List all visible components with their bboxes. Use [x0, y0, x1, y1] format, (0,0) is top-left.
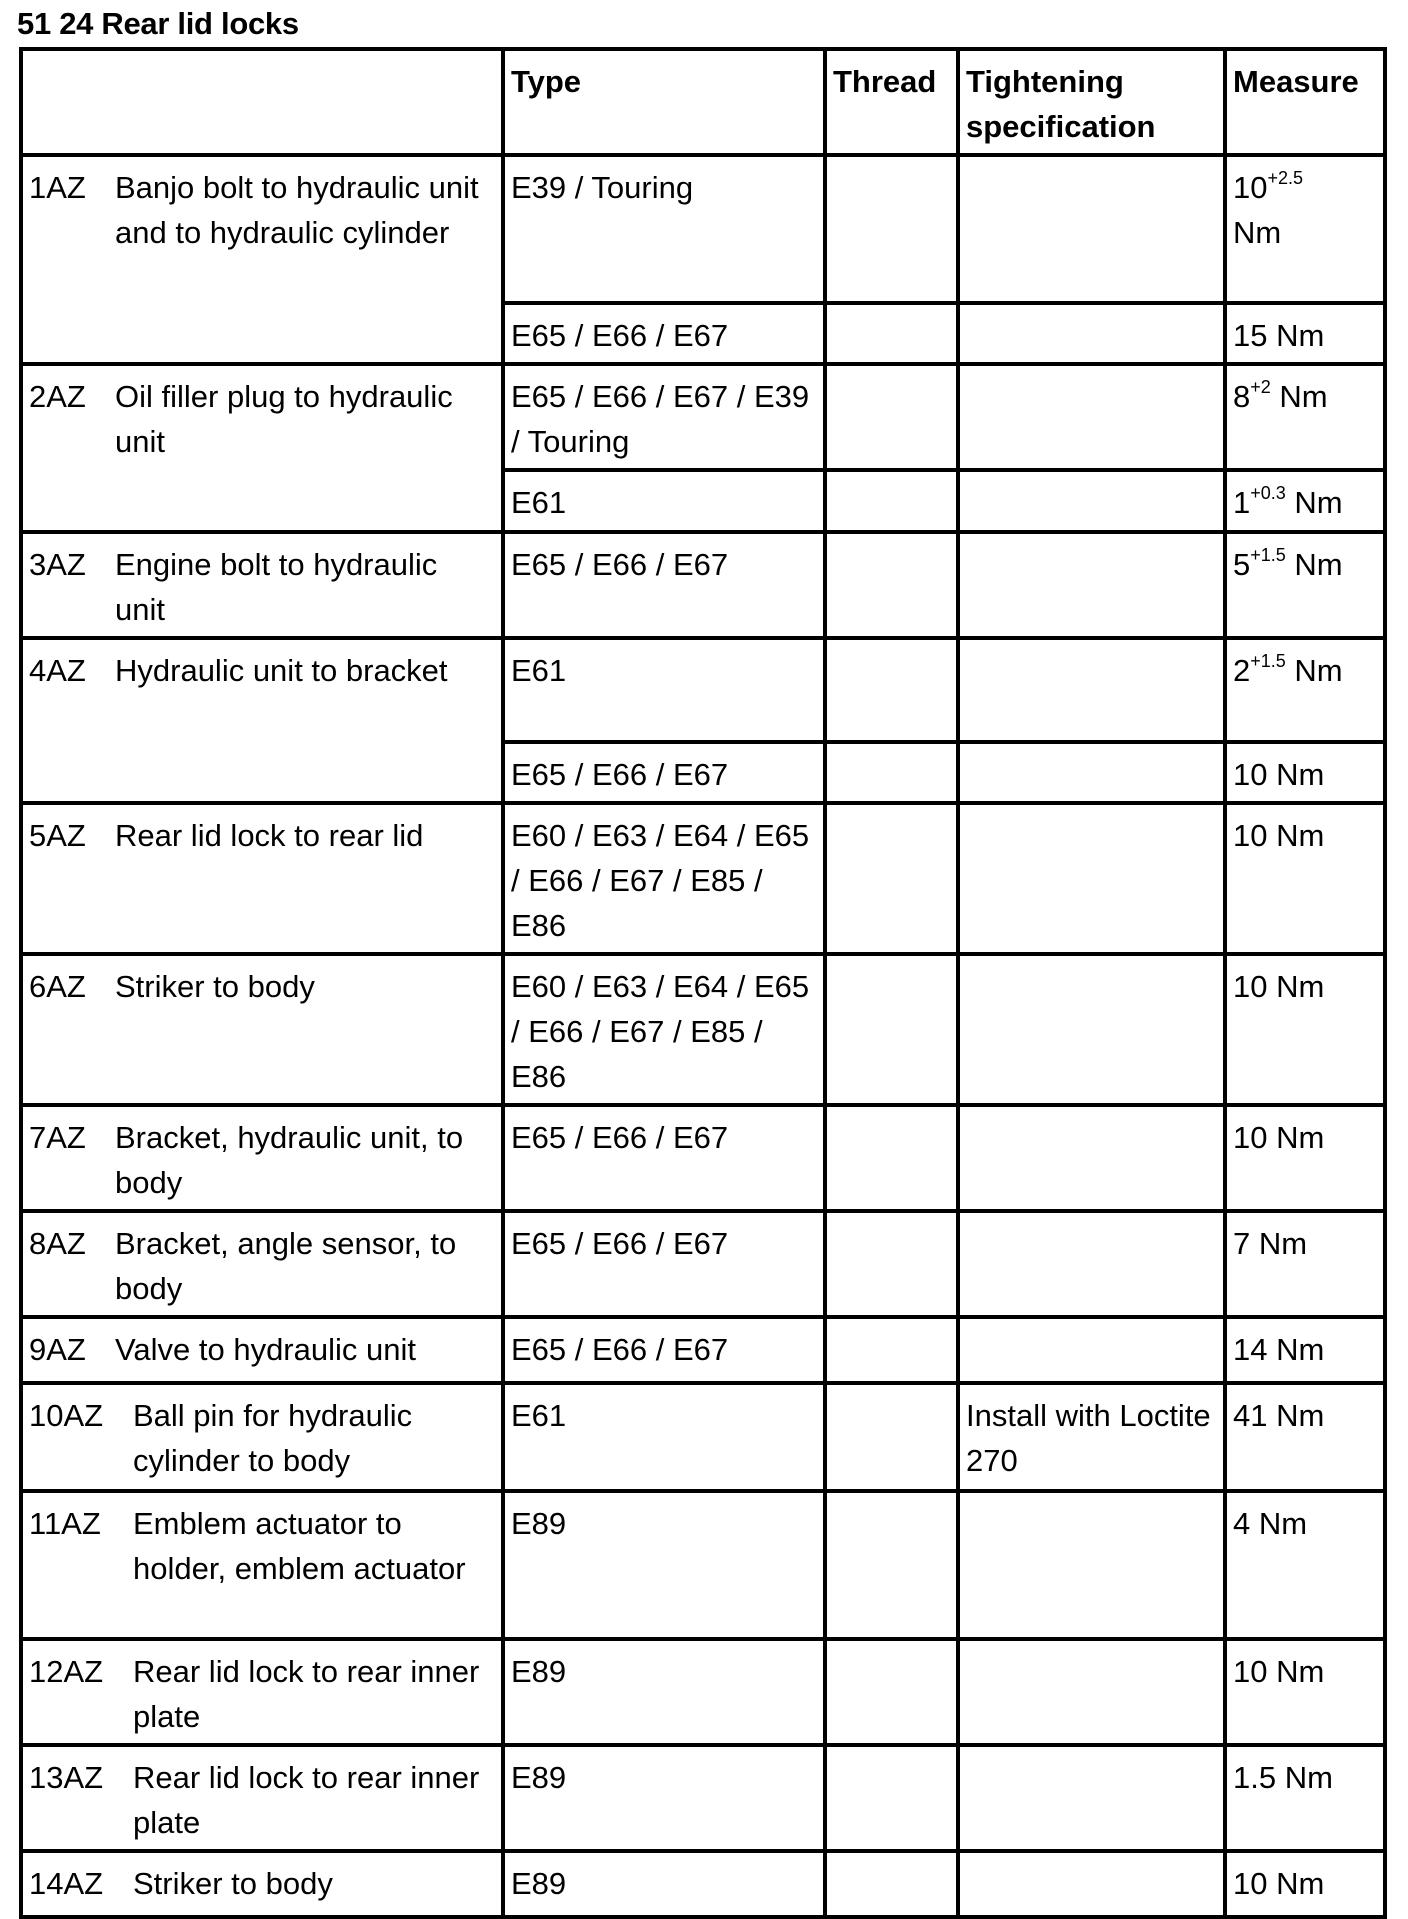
item-text: Ball pin for hydraulic cylinder to body: [133, 1398, 413, 1478]
tightening-spec: [958, 1851, 1225, 1917]
measure-value: 14 Nm: [1233, 1332, 1325, 1367]
description-wrap: [29, 1327, 495, 1372]
header-measure: Measure: [1225, 49, 1385, 155]
torque-measure: [1225, 954, 1385, 1105]
item-code: 9AZ: [29, 1332, 86, 1367]
tightening-spec: [958, 1639, 1225, 1745]
table-row: [21, 1745, 1385, 1851]
torque-measure: [1225, 364, 1385, 470]
torque-measure: [1225, 155, 1385, 303]
item-code: 7AZ: [29, 1120, 86, 1155]
measure-value: 8: [1233, 379, 1251, 414]
thread-cell: [825, 1105, 958, 1211]
description-wrap: [29, 964, 495, 1009]
measure-unit: Nm: [1294, 485, 1343, 520]
tightening-spec: [958, 954, 1225, 1105]
tightening-spec: [958, 742, 1225, 803]
measure-value: 41 Nm: [1233, 1398, 1325, 1433]
description-wrap: [29, 1393, 495, 1483]
vehicle-type: E65 / E66 / E67: [503, 303, 825, 364]
tightening-spec: [958, 1745, 1225, 1851]
table-row: [21, 1211, 1385, 1317]
tightening-spec: [958, 470, 1225, 532]
measure-value: 10 Nm: [1233, 1866, 1325, 1901]
thread-cell: [825, 1851, 958, 1917]
description-wrap: [29, 542, 495, 632]
item-code: 10AZ: [29, 1398, 104, 1433]
description-wrap: [29, 1861, 495, 1906]
item-description: [21, 532, 503, 638]
thread-cell: [825, 638, 958, 742]
table-row: [21, 1317, 1385, 1383]
measure-value: 10 Nm: [1233, 818, 1325, 853]
tightening-spec: [958, 364, 1225, 470]
torque-measure: [1225, 1745, 1385, 1851]
table-row: [21, 532, 1385, 638]
description-wrap: [29, 1501, 495, 1591]
item-description: [21, 1317, 503, 1383]
vehicle-type: E65 / E66 / E67: [503, 1317, 825, 1383]
measure-value: 1.5 Nm: [1233, 1760, 1333, 1795]
item-code: 2AZ: [29, 379, 86, 414]
item-text: Rear lid lock to rear lid: [115, 818, 424, 853]
item-description: [21, 803, 503, 954]
vehicle-type: E89: [503, 1745, 825, 1851]
description-wrap: [29, 648, 495, 693]
measure-value: 1: [1233, 485, 1251, 520]
item-text: Oil filler plug to hydraulic unit: [115, 379, 453, 459]
torque-measure: [1225, 303, 1385, 364]
tightening-spec: [958, 1105, 1225, 1211]
page-title: 51 24 Rear lid locks: [17, 6, 299, 41]
item-text: Emblem actuator to holder, emblem actuator: [133, 1506, 466, 1586]
description-wrap: [29, 374, 495, 464]
torque-measure: [1225, 1383, 1385, 1491]
thread-cell: [825, 803, 958, 954]
header-type: Type: [503, 49, 825, 155]
item-description: [21, 155, 503, 364]
description-wrap: [29, 813, 495, 858]
measure-unit: Nm: [1294, 653, 1343, 688]
measure-tolerance: +2: [1250, 377, 1271, 397]
item-text: Banjo bolt to hydraulic unit and to hydraulic cylinder: [115, 170, 479, 250]
tightening-spec: [958, 638, 1225, 742]
measure-tolerance: +1.5: [1250, 651, 1286, 671]
description-wrap: [29, 1115, 495, 1205]
item-description: [21, 954, 503, 1105]
table-row: [21, 364, 1385, 470]
item-code: 11AZ: [29, 1506, 101, 1541]
header-description: [21, 49, 503, 155]
header-tightening: Tightening specification: [958, 49, 1225, 155]
thread-cell: [825, 742, 958, 803]
description-wrap: [29, 165, 495, 255]
torque-measure: [1225, 470, 1385, 532]
vehicle-type: E60 / E63 / E64 / E65 / E66 / E67 / E85 / E86: [503, 803, 825, 954]
thread-cell: [825, 1211, 958, 1317]
tightening-spec: [958, 1211, 1225, 1317]
item-text: Valve to hydraulic unit: [115, 1332, 416, 1367]
thread-cell: [825, 364, 958, 470]
measure-value: 10: [1233, 170, 1268, 205]
measure-value: 15 Nm: [1233, 318, 1325, 353]
measure-value: 2: [1233, 653, 1251, 688]
table-row: [21, 1851, 1385, 1917]
item-code: 3AZ: [29, 547, 86, 582]
item-description: [21, 1383, 503, 1491]
item-code: 5AZ: [29, 818, 86, 853]
thread-cell: [825, 470, 958, 532]
thread-cell: [825, 532, 958, 638]
item-text: Bracket, hydraulic unit, to body: [115, 1120, 464, 1200]
item-description: [21, 1639, 503, 1745]
vehicle-type: E89: [503, 1851, 825, 1917]
item-code: 12AZ: [29, 1654, 104, 1689]
item-code: 13AZ: [29, 1760, 104, 1795]
measure-value: 10 Nm: [1233, 757, 1325, 792]
tightening-spec: [958, 303, 1225, 364]
vehicle-type: E65 / E66 / E67: [503, 742, 825, 803]
table-body: [21, 155, 1385, 1917]
vehicle-type: E61: [503, 1383, 825, 1491]
tightening-spec: [958, 803, 1225, 954]
torque-measure: [1225, 1639, 1385, 1745]
item-description: [21, 1491, 503, 1639]
tightening-spec: [958, 1491, 1225, 1639]
tightening-spec: [958, 532, 1225, 638]
header-thread: Thread: [825, 49, 958, 155]
thread-cell: [825, 1383, 958, 1491]
vehicle-type: E39 / Touring: [503, 155, 825, 303]
item-code: 6AZ: [29, 969, 86, 1004]
tightening-spec: Install with Loctite 270: [958, 1383, 1225, 1491]
table-row: [21, 155, 1385, 303]
table-row: [21, 638, 1385, 742]
item-code: 8AZ: [29, 1226, 86, 1261]
measure-value: 7 Nm: [1233, 1226, 1308, 1261]
item-code: 14AZ: [29, 1866, 104, 1901]
table-row: [21, 1491, 1385, 1639]
measure-value: 10 Nm: [1233, 1120, 1325, 1155]
item-text: Rear lid lock to rear inner plate: [133, 1760, 480, 1840]
measure-unit: Nm: [1279, 379, 1328, 414]
item-text: Hydraulic unit to bracket: [115, 653, 448, 688]
measure-unit: Nm: [1294, 547, 1343, 582]
table-row: [21, 954, 1385, 1105]
item-description: [21, 1105, 503, 1211]
table-row: [21, 1639, 1385, 1745]
item-text: Rear lid lock to rear inner plate: [133, 1654, 480, 1734]
measure-value: 5: [1233, 547, 1251, 582]
description-wrap: [29, 1221, 495, 1311]
table-row: [21, 1383, 1385, 1491]
tightening-spec: [958, 1317, 1225, 1383]
measure-value: 10 Nm: [1233, 1654, 1325, 1689]
item-description: [21, 364, 503, 532]
item-description: [21, 638, 503, 803]
measure-unit: Nm: [1233, 215, 1282, 250]
torque-table: [19, 47, 1387, 1919]
torque-measure: [1225, 1211, 1385, 1317]
vehicle-type: E61: [503, 638, 825, 742]
vehicle-type: E60 / E63 / E64 / E65 / E66 / E67 / E85 / E86: [503, 954, 825, 1105]
item-description: [21, 1211, 503, 1317]
table-header-row: [21, 49, 1385, 155]
item-text: Striker to body: [133, 1866, 333, 1901]
thread-cell: [825, 155, 958, 303]
torque-measure: [1225, 742, 1385, 803]
thread-cell: [825, 1745, 958, 1851]
torque-measure: [1225, 1317, 1385, 1383]
measure-tolerance: +0.3: [1250, 483, 1286, 503]
torque-measure: [1225, 1491, 1385, 1639]
thread-cell: [825, 1639, 958, 1745]
item-text: Striker to body: [115, 969, 315, 1004]
item-text: Bracket, angle sensor, to body: [115, 1226, 457, 1306]
thread-cell: [825, 1491, 958, 1639]
item-description: [21, 1851, 503, 1917]
vehicle-type: E65 / E66 / E67 / E39 / Touring: [503, 364, 825, 470]
torque-measure: [1225, 638, 1385, 742]
thread-cell: [825, 954, 958, 1105]
thread-cell: [825, 303, 958, 364]
vehicle-type: E61: [503, 470, 825, 532]
measure-tolerance: +2.5: [1267, 168, 1304, 188]
torque-measure: [1225, 1851, 1385, 1917]
thread-cell: [825, 1317, 958, 1383]
vehicle-type: E89: [503, 1491, 825, 1639]
item-code: 4AZ: [29, 653, 86, 688]
vehicle-type: E65 / E66 / E67: [503, 532, 825, 638]
description-wrap: [29, 1649, 495, 1739]
table-row: [21, 1105, 1385, 1211]
measure-value: 4 Nm: [1233, 1506, 1308, 1541]
measure-tolerance: +1.5: [1250, 545, 1286, 565]
torque-measure: [1225, 803, 1385, 954]
table-row: [21, 803, 1385, 954]
tightening-spec: [958, 155, 1225, 303]
torque-measure: [1225, 1105, 1385, 1211]
measure-value: 10 Nm: [1233, 969, 1325, 1004]
vehicle-type: E65 / E66 / E67: [503, 1105, 825, 1211]
description-wrap: [29, 1755, 495, 1845]
item-description: [21, 1745, 503, 1851]
item-code: 1AZ: [29, 170, 86, 205]
torque-measure: [1225, 532, 1385, 638]
item-text: Engine bolt to hydraulic unit: [115, 547, 438, 627]
vehicle-type: E65 / E66 / E67: [503, 1211, 825, 1317]
vehicle-type: E89: [503, 1639, 825, 1745]
